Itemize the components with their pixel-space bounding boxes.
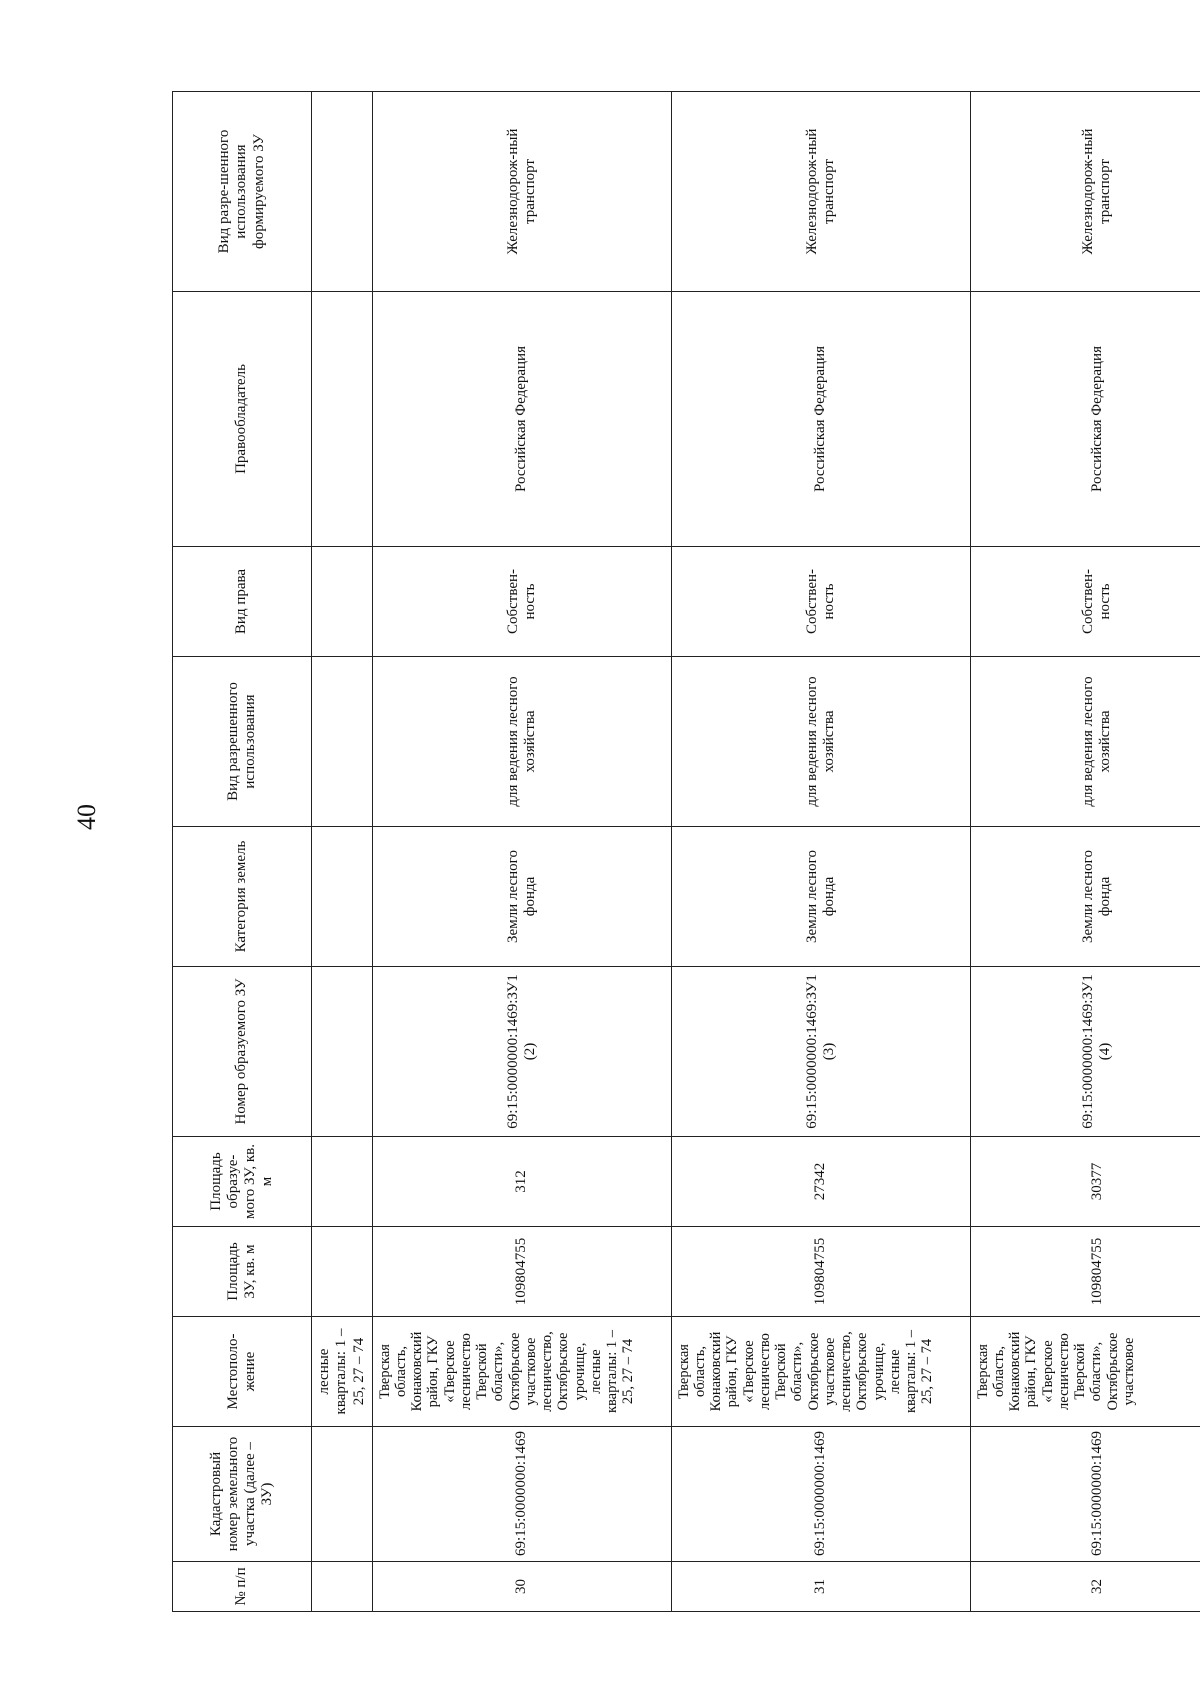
page-number: 40 — [72, 804, 101, 830]
cell-new-number: 69:15:0000000:1469:ЗУ1 (3) — [671, 967, 970, 1137]
table-row — [372, 92, 671, 1612]
cell — [312, 657, 373, 827]
cell-location: Тверская область, Конаковский район, ГКУ «Тверское лесничество Тверской области», Октябрьское участковое — [970, 1317, 1200, 1427]
cell-cadastral: 69:15:0000000:1469 — [671, 1427, 970, 1562]
cell — [312, 1137, 373, 1227]
table-row — [970, 92, 1200, 1612]
cell-category: Земли лесного фонда — [372, 827, 671, 967]
cell-location: Тверская область, Конаковский район, ГКУ «Тверское лесничество Тверской области», Октябрьское участковое лесничество, Октябрьское урочище, лесные кварталы: 1 – 25, 27 – 74 — [671, 1317, 970, 1427]
header-row — [173, 92, 312, 1612]
header-permitted-use: Вид разрешенного использования — [173, 657, 312, 827]
cell-cadastral: 69:15:0000000:1469 — [372, 1427, 671, 1562]
cell — [312, 967, 373, 1137]
cell-cadastral: 69:15:0000000:1469 — [970, 1427, 1200, 1562]
cell — [312, 547, 373, 657]
cell-formed-use: Железнодорож-ный транспорт — [970, 92, 1200, 292]
cell — [312, 827, 373, 967]
cell-num: 32 — [970, 1562, 1200, 1612]
cell-new-area: 27342 — [671, 1137, 970, 1227]
cell-owner: Российская Федерация — [970, 292, 1200, 547]
cell-area: 109804755 — [970, 1227, 1200, 1317]
cell-owner: Российская Федерация — [372, 292, 671, 547]
header-owner: Правообладатель — [173, 292, 312, 547]
cell-permitted-use: для ведения лесного хозяйства — [671, 657, 970, 827]
cell-category: Земли лесного фонда — [970, 827, 1200, 967]
header-num: № п/п — [173, 1562, 312, 1612]
cell-right-type: Собствен-ность — [372, 547, 671, 657]
cell-new-number: 69:15:0000000:1469:ЗУ1 (4) — [970, 967, 1200, 1137]
cell-owner: Российская Федерация — [671, 292, 970, 547]
header-area: Площадь ЗУ, кв. м — [173, 1227, 312, 1317]
header-location: Местополо-жение — [173, 1317, 312, 1427]
cell-permitted-use: для ведения лесного хозяйства — [372, 657, 671, 827]
continuation-row — [312, 92, 373, 1612]
header-cadastral: Кадастровый номер земельного участка (далее – ЗУ) — [173, 1427, 312, 1562]
header-new-number: Номер образуемого ЗУ — [173, 967, 312, 1137]
header-new-area: Площадь образуе-мого ЗУ, кв. м — [173, 1137, 312, 1227]
cell — [312, 292, 373, 547]
header-right-type: Вид права — [173, 547, 312, 657]
cell — [312, 1427, 373, 1562]
location-continuation: лесные кварталы: 1 – 25, 27 – 74 — [312, 1317, 373, 1427]
cell-new-number: 69:15:0000000:1469:ЗУ1 (2) — [372, 967, 671, 1137]
cell-right-type: Собствен-ность — [970, 547, 1200, 657]
cell-area: 109804755 — [671, 1227, 970, 1317]
cell-formed-use: Железнодорож-ный транспорт — [671, 92, 970, 292]
header-formed-use: Вид разре-шенного использования формируемого ЗУ — [173, 92, 312, 292]
cell-right-type: Собствен-ность — [671, 547, 970, 657]
cell — [312, 1227, 373, 1317]
cell — [312, 1562, 373, 1612]
cell-formed-use: Железнодорож-ный транспорт — [372, 92, 671, 292]
cell-category: Земли лесного фонда — [671, 827, 970, 967]
cell — [312, 92, 373, 292]
header-category: Категория земель — [173, 827, 312, 967]
cell-location: Тверская область, Конаковский район, ГКУ «Тверское лесничество Тверской области», Октябрьское участковое лесничество, Октябрьское урочище, лесные кварталы: 1 – 25, 27 – 74 — [372, 1317, 671, 1427]
cell-num: 31 — [671, 1562, 970, 1612]
rotated-table-container — [172, 92, 1137, 1612]
cell-num: 30 — [372, 1562, 671, 1612]
cell-new-area: 30377 — [970, 1137, 1200, 1227]
cell-permitted-use: для ведения лесного хозяйства — [970, 657, 1200, 827]
cell-area: 109804755 — [372, 1227, 671, 1317]
land-plot-table — [172, 91, 1200, 1612]
cell-new-area: 312 — [372, 1137, 671, 1227]
table-row — [671, 92, 970, 1612]
